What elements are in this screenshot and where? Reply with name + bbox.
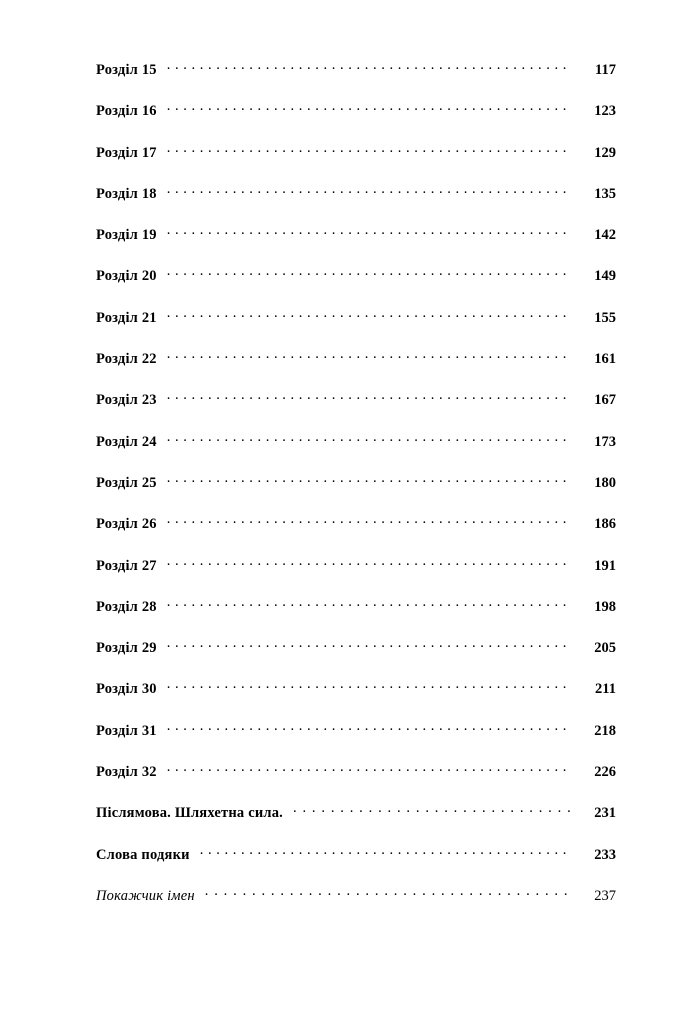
toc-entry-page: 191 [594,557,616,574]
toc-leader-dots [167,388,572,404]
toc-entry-label: Розділ 30 [96,681,157,698]
toc-entry[interactable] [96,801,616,842]
toc-entry-label: Розділ 17 [96,144,157,161]
toc-entry-page: 161 [594,351,616,368]
toc-leader-dots [167,554,572,570]
toc-entry[interactable] [96,99,616,140]
table-of-contents [96,58,616,925]
toc-entry-label: Розділ 16 [96,103,157,120]
toc-leader-dots [200,843,572,859]
toc-entry[interactable] [96,677,616,718]
toc-entry[interactable] [96,347,616,388]
toc-leader-dots [167,636,572,652]
toc-leader-dots [167,99,572,115]
toc-entry-label: Розділ 23 [96,392,157,409]
toc-entry[interactable] [96,554,616,595]
toc-entry-page: 226 [594,764,616,781]
toc-entry-label: Розділ 21 [96,309,157,326]
toc-entry-label: Слова подяки [96,846,190,863]
toc-entry-page: 173 [594,433,616,450]
toc-entry-page: 231 [594,805,616,822]
toc-entry-page: 218 [594,722,616,739]
toc-entry-page: 237 [594,887,616,904]
toc-leader-dots [167,347,572,363]
toc-entry[interactable] [96,843,616,884]
toc-leader-dots [167,430,572,446]
toc-entry-label: Розділ 31 [96,722,157,739]
toc-leader-dots [167,595,572,611]
toc-leader-dots [167,719,572,735]
toc-entry[interactable] [96,760,616,801]
toc-entry[interactable] [96,223,616,264]
toc-entry-label: Розділ 29 [96,640,157,657]
toc-entry-page: 205 [594,640,616,657]
toc-entry-page: 149 [594,268,616,285]
toc-entry-label: Розділ 18 [96,185,157,202]
toc-entry-page: 198 [594,598,616,615]
toc-entry-page: 155 [594,309,616,326]
toc-entry[interactable] [96,595,616,636]
toc-entry-label: Розділ 15 [96,62,157,78]
toc-leader-dots [167,223,572,239]
toc-entry-label: Розділ 27 [96,557,157,574]
toc-leader-dots [167,306,572,322]
toc-entry[interactable] [96,430,616,471]
toc-entry-label: Післямова. Шляхетна сила. [96,805,284,822]
toc-entry-label: Розділ 26 [96,516,157,533]
toc-leader-dots [167,471,572,487]
toc-leader-dots [293,801,572,817]
toc-entry-page: 180 [594,474,616,491]
toc-entry-page: 142 [594,227,616,244]
toc-entry-page: 167 [594,392,616,409]
toc-entry-page: 186 [594,516,616,533]
toc-entry[interactable] [96,719,616,760]
toc-leader-dots [167,141,572,157]
toc-leader-dots [167,264,572,280]
toc-leader-dots [167,677,572,693]
toc-entry[interactable] [96,58,616,99]
toc-entry-page: 233 [594,846,616,863]
toc-entry-page: 211 [595,681,616,698]
toc-leader-dots [167,760,572,776]
toc-entry-page: 129 [594,144,616,161]
toc-entry-label: Розділ 24 [96,433,157,450]
toc-leader-dots [167,58,572,74]
toc-entry-label: Покажчик імен [96,887,195,904]
toc-entry-label: Розділ 28 [96,598,157,615]
toc-entry-label: Розділ 22 [96,351,157,368]
toc-entry[interactable] [96,306,616,347]
toc-leader-dots [205,884,572,900]
toc-leader-dots [167,512,572,528]
toc-leader-dots [167,182,572,198]
toc-entry-label: Розділ 19 [96,227,157,244]
toc-entry[interactable] [96,636,616,677]
toc-entry-page: 135 [594,185,616,202]
toc-entry[interactable] [96,182,616,223]
toc-entry[interactable] [96,141,616,182]
toc-entry[interactable] [96,512,616,553]
toc-entry-page: 123 [594,103,616,120]
toc-entry-index[interactable] [96,884,616,925]
toc-entry-label: Розділ 32 [96,764,157,781]
toc-entry[interactable] [96,388,616,429]
toc-entry[interactable] [96,471,616,512]
toc-entry-page: 117 [595,62,616,78]
toc-entry-label: Розділ 20 [96,268,157,285]
toc-entry-label: Розділ 25 [96,474,157,491]
toc-entry[interactable] [96,264,616,305]
